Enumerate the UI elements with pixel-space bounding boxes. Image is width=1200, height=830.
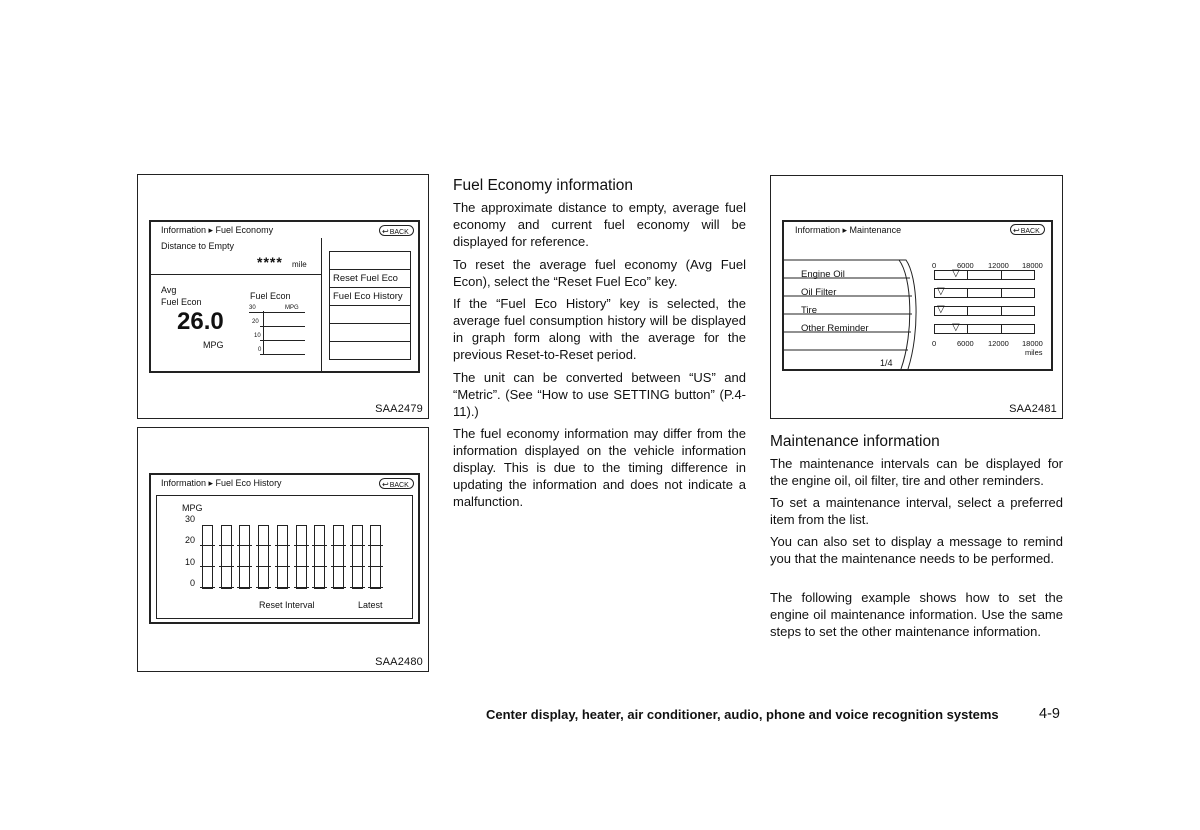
- fig1-button-empty-2[interactable]: [329, 305, 411, 324]
- history-bar-segment: [331, 545, 346, 546]
- scale-top-18000: 18000: [1022, 261, 1043, 270]
- panel-divider: [321, 238, 322, 371]
- figure-fuel-economy: [137, 174, 429, 419]
- back-arrow-icon: ↩: [382, 480, 389, 489]
- history-bar-segment: [275, 566, 290, 567]
- history-bar-segment: [275, 545, 290, 546]
- history-bar-segment: [219, 587, 234, 588]
- maintenance-heading: Maintenance information: [770, 433, 940, 450]
- right-paragraph-4: The following example shows how to set the engine oil maintenance information. Use the same steps to set the other maintenance information.: [770, 590, 1063, 639]
- history-bar-segment: [237, 566, 252, 567]
- fuel-eco-history-button[interactable]: Fuel Eco History: [329, 287, 411, 306]
- history-bar: [221, 525, 232, 589]
- avg-unit: MPG: [203, 340, 224, 350]
- middle-paragraph-4: The unit can be converted between “US” and “Metric”. (See “How to use SETTING button” (P.4-11).): [453, 370, 746, 419]
- history-bar-segment: [350, 545, 365, 546]
- right-paragraph-3: You can also set to display a message to remind you that the maintenance needs to be performed.: [770, 534, 1063, 566]
- graph-tick-30: 30: [249, 305, 256, 311]
- history-bar-segment: [350, 587, 365, 588]
- history-bar: [258, 525, 269, 589]
- history-bar-segment: [219, 545, 234, 546]
- triangle-marker-icon: ▽: [937, 286, 945, 297]
- history-bar: [296, 525, 307, 589]
- middle-paragraph-2: To reset the average fuel economy (Avg Fuel Econ), select the “Reset Fuel Eco” key.: [453, 257, 746, 289]
- middle-paragraph-3: If the “Fuel Eco History” key is selected, the average fuel consumption history will be displayed in graph form along with the average for the previous Reset-to-Reset period.: [453, 296, 746, 362]
- triangle-marker-icon: ▽: [937, 304, 945, 315]
- history-bar: [239, 525, 250, 589]
- scale-bottom-12000: 12000: [988, 339, 1009, 348]
- scale-top-6000: 6000: [957, 261, 974, 270]
- graph-ylabel: MPG: [182, 503, 203, 513]
- middle-paragraph-5: The fuel economy information may differ from the information displayed on the vehicle information display. This is due to the timing difference in updating the information and does not indicate a malfunction.: [453, 426, 746, 509]
- back-label: BACK: [389, 482, 409, 489]
- history-bar-segment: [256, 566, 271, 567]
- history-bar: [370, 525, 381, 589]
- interval-tick: [1001, 324, 1002, 334]
- maintenance-list-curve: [784, 237, 924, 371]
- scale-top-0: 0: [932, 261, 937, 270]
- history-bar-segment: [200, 566, 215, 567]
- back-arrow-icon: ↩: [1013, 226, 1020, 235]
- x-label-reset-interval: Reset Interval: [259, 600, 315, 610]
- interval-tick: [967, 324, 968, 334]
- history-bar-segment: [350, 566, 365, 567]
- item-tire[interactable]: Tire: [801, 305, 818, 316]
- interval-tick: [1001, 270, 1002, 280]
- breadcrumb: Information ▸ Maintenance: [795, 225, 902, 235]
- avg-label: Avg: [161, 285, 177, 295]
- history-bar-segment: [331, 566, 346, 567]
- fuel-eco-history-screen: [149, 473, 420, 624]
- graph-tick-20: 20: [252, 319, 259, 325]
- scale-unit: miles: [1025, 348, 1043, 357]
- scale-top-12000: 12000: [988, 261, 1009, 270]
- tick-20: 20: [185, 535, 196, 545]
- page-indicator: 1/4: [880, 358, 893, 368]
- history-bar-segment: [294, 545, 309, 546]
- graph-line-0: [260, 354, 305, 355]
- history-bar-segment: [219, 566, 234, 567]
- maintenance-screen: [782, 220, 1053, 371]
- graph-tick-0: 0: [258, 347, 262, 353]
- history-bar: [277, 525, 288, 589]
- figure-fuel-eco-history: [137, 427, 429, 672]
- figure-code: SAA2479: [375, 403, 423, 415]
- history-bar-segment: [368, 566, 383, 567]
- tick-0: 0: [190, 578, 196, 588]
- avg-fuel-econ-value: 26.0: [177, 308, 224, 335]
- history-bar-segment: [256, 545, 271, 546]
- history-bar: [333, 525, 344, 589]
- tick-30: 30: [185, 514, 196, 524]
- triangle-marker-icon: ▽: [952, 322, 960, 333]
- history-bar-segment: [275, 587, 290, 588]
- figure-maintenance: [770, 175, 1063, 419]
- fuel-economy-screen: [149, 220, 420, 373]
- maintenance-interval-bar[interactable]: [934, 306, 1035, 316]
- history-bar-segment: [312, 587, 327, 588]
- scale-bottom-0: 0: [932, 339, 937, 348]
- scale-bottom-6000: 6000: [957, 339, 974, 348]
- item-engine-oil[interactable]: Engine Oil: [801, 269, 845, 280]
- fig1-button-empty-1[interactable]: [329, 251, 411, 270]
- back-button[interactable]: [379, 225, 414, 236]
- maintenance-interval-bar[interactable]: [934, 288, 1035, 298]
- page-number: 4-9: [1039, 706, 1060, 722]
- scale-bottom-18000: 18000: [1022, 339, 1043, 348]
- fig1-button-empty-3[interactable]: [329, 323, 411, 342]
- history-bar-segment: [237, 545, 252, 546]
- back-arrow-icon: ↩: [382, 227, 389, 236]
- middle-paragraph-1: The approximate distance to empty, average fuel economy and current fuel economy will be displayed for reference.: [453, 200, 746, 249]
- panel-divider-h: [151, 274, 321, 275]
- right-paragraph-1: The maintenance intervals can be displayed for the engine oil, oil filter, tire and other reminders.: [770, 456, 1063, 488]
- item-oil-filter[interactable]: Oil Filter: [801, 287, 837, 298]
- breadcrumb: Information ▸ Fuel Economy: [161, 225, 274, 235]
- maintenance-interval-bar[interactable]: [934, 270, 1035, 280]
- fuel-econ-label: Fuel Econ: [161, 297, 202, 307]
- history-bar-segment: [237, 587, 252, 588]
- distance-unit: mile: [292, 260, 307, 269]
- graph-line-20: [260, 326, 305, 327]
- history-bar-segment: [200, 545, 215, 546]
- triangle-marker-icon: ▽: [952, 268, 960, 279]
- back-button[interactable]: [379, 478, 414, 489]
- history-bar: [202, 525, 213, 589]
- maintenance-interval-bar[interactable]: [934, 324, 1035, 334]
- tick-10: 10: [185, 557, 196, 567]
- interval-tick: [967, 288, 968, 298]
- graph-axis: [263, 311, 264, 355]
- back-label: BACK: [1020, 228, 1040, 235]
- distance-value: ****: [257, 254, 283, 270]
- interval-tick: [967, 270, 968, 280]
- graph-line-30: [249, 312, 305, 313]
- graph-line-10: [260, 340, 305, 341]
- breadcrumb: Information ▸ Fuel Eco History: [161, 478, 282, 488]
- history-bar-segment: [294, 587, 309, 588]
- history-bar: [314, 525, 325, 589]
- fuel-economy-heading: Fuel Economy information: [453, 177, 634, 194]
- back-label: BACK: [389, 229, 409, 236]
- fig1-button-empty-4[interactable]: [329, 341, 411, 360]
- back-button[interactable]: [1010, 224, 1045, 235]
- figure-code: SAA2481: [1009, 403, 1057, 415]
- history-bar-segment: [331, 587, 346, 588]
- history-bar-segment: [256, 587, 271, 588]
- distance-to-empty-label: Distance to Empty: [161, 241, 235, 251]
- graph-tick-10: 10: [254, 333, 261, 339]
- figure-code: SAA2480: [375, 656, 423, 668]
- interval-tick: [967, 306, 968, 316]
- history-graph-frame: [156, 495, 413, 619]
- x-label-latest: Latest: [358, 600, 383, 610]
- history-bar-segment: [368, 587, 383, 588]
- history-bar-segment: [200, 587, 215, 588]
- history-bar-segment: [312, 545, 327, 546]
- footer-section-title: Center display, heater, air conditioner, audio, phone and voice recognition systems: [486, 707, 999, 722]
- interval-tick: [1001, 306, 1002, 316]
- graph-unit: MPG: [285, 305, 299, 311]
- reset-fuel-eco-button[interactable]: Reset Fuel Eco: [329, 269, 411, 288]
- history-bar-segment: [294, 566, 309, 567]
- history-bar: [352, 525, 363, 589]
- history-bar-segment: [368, 545, 383, 546]
- item-other-reminder[interactable]: Other Reminder: [801, 323, 869, 334]
- history-bar-segment: [312, 566, 327, 567]
- right-paragraph-2: To set a maintenance interval, select a preferred item from the list.: [770, 495, 1063, 527]
- graph-title: Fuel Econ: [250, 291, 291, 301]
- interval-tick: [1001, 288, 1002, 298]
